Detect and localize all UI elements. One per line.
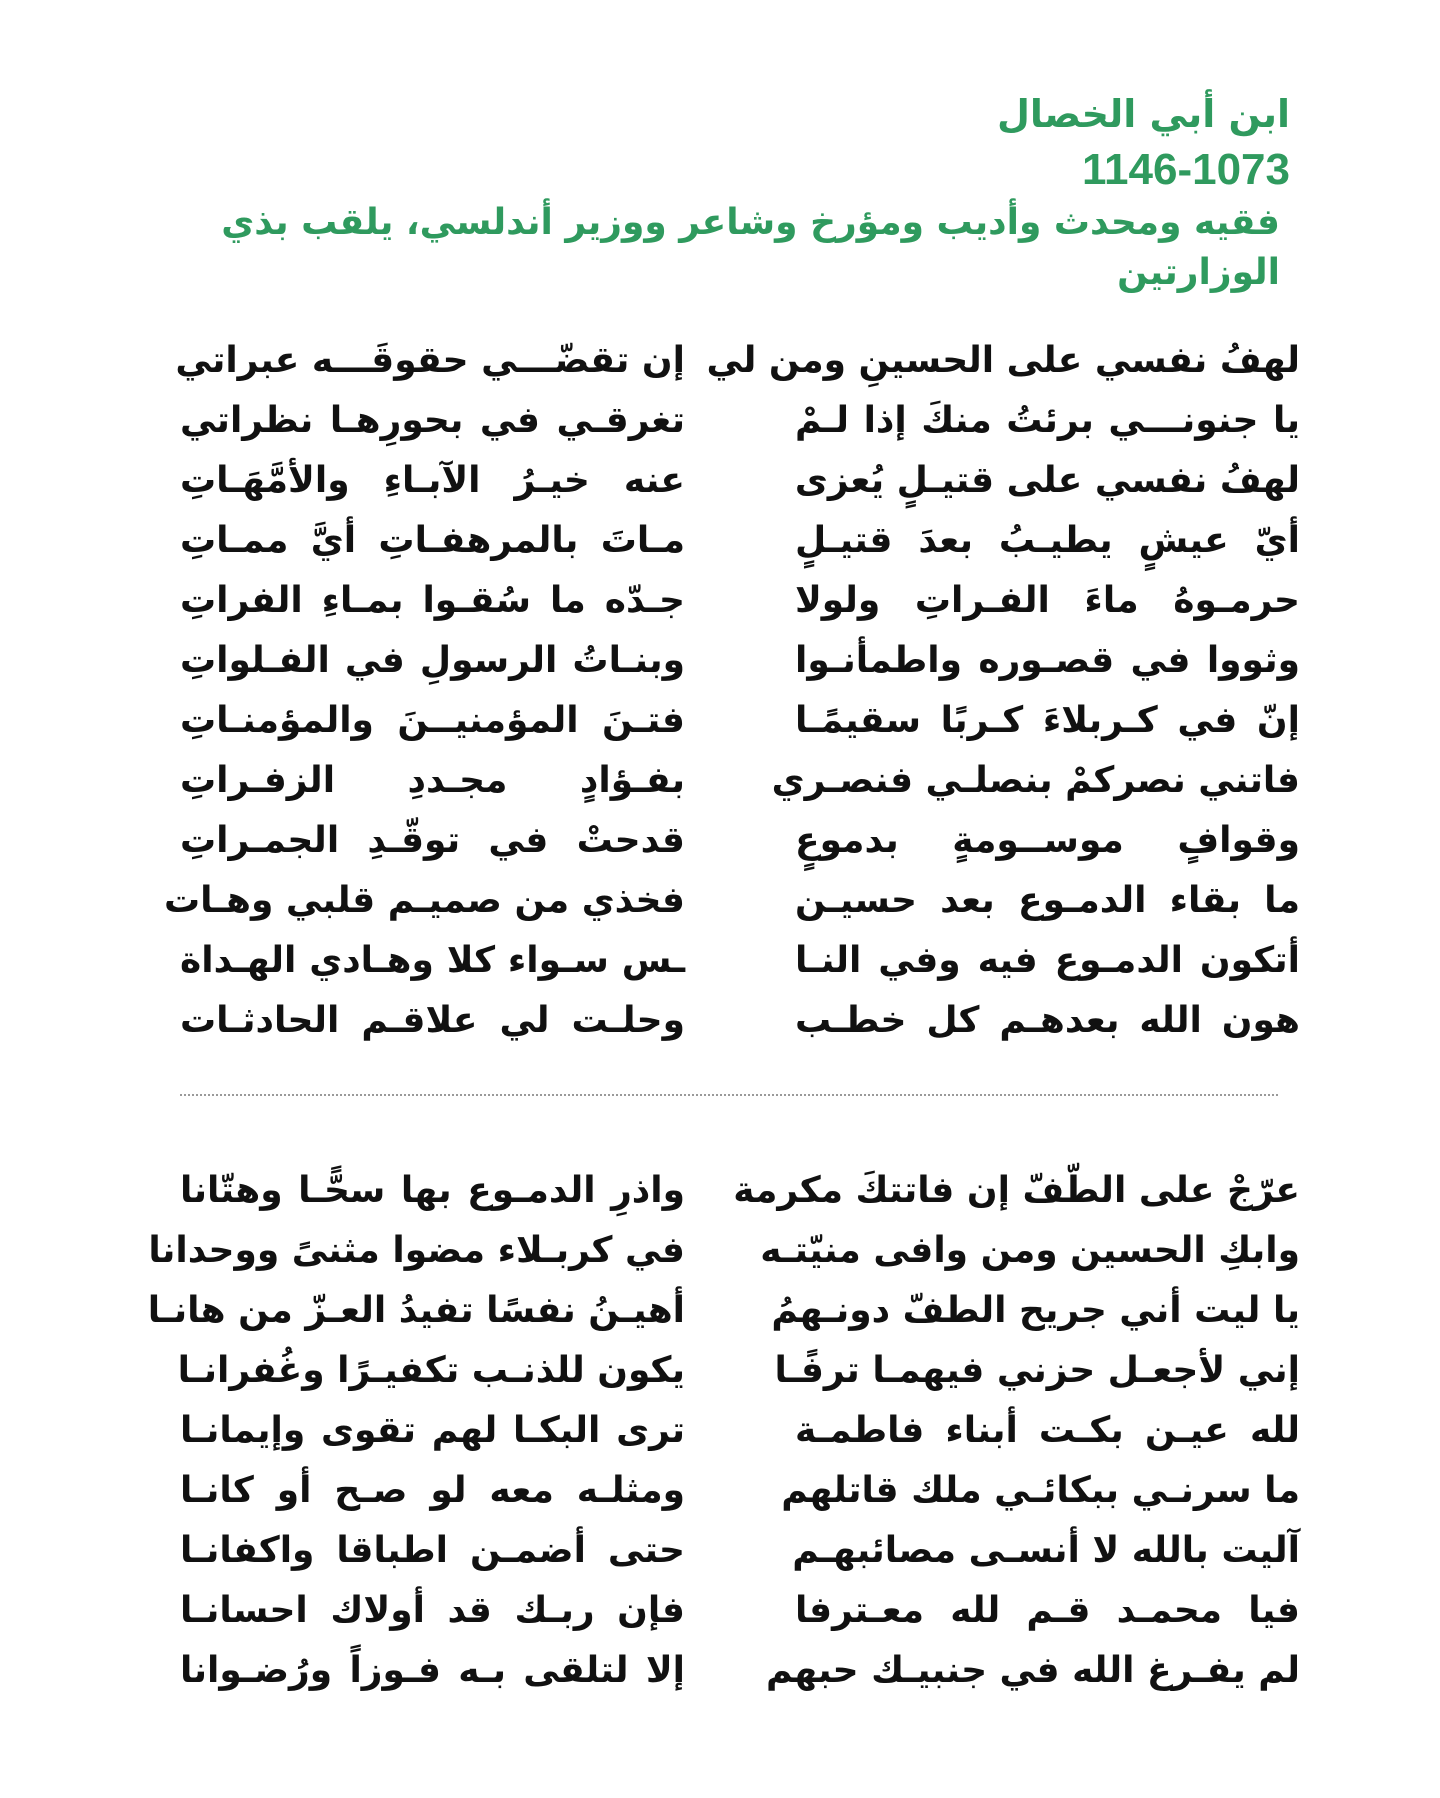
verse-first-hemistich: لهفُ نفسي على قتيـلٍ يُعزى: [794, 459, 1300, 501]
verse-first-hemistich: لهفُ نفسي على الحسينِ ومن لي: [706, 339, 1300, 381]
verse-second-hemistich: إلا لتلقى بـه فـوزاً ورُضـوانا: [180, 1649, 685, 1691]
verse-second-hemistich: قدحتْ في توقّـدِ الجمـراتِ: [180, 819, 685, 861]
verse-first-hemistich: أيّ عيشٍ يطيـبُ بعدَ قتيـلٍ: [795, 519, 1300, 561]
verse-second-hemistich: وحلـت لي علاقـم الحادثـات: [180, 999, 685, 1041]
verse-first-hemistich: إنّ في كـربلاءَ كـربًا سقيمًـا: [795, 699, 1300, 741]
verse-row: [180, 1160, 1300, 1220]
verse-row: [180, 510, 1300, 570]
verse-first-hemistich: يا ليت أني جريح الطفّ دونـهمُ: [771, 1289, 1300, 1331]
verse-first-hemistich: حرمـوهُ ماءَ الفـراتِ ولولا: [795, 579, 1300, 621]
poem-2: [147, 1160, 1300, 1700]
verse-second-hemistich: بفـؤادٍ مجـددِ الزفـراتِ: [180, 759, 685, 801]
verse-row: [180, 810, 1300, 870]
verse-second-hemistich: فخذي من صميـم قلبي وهـات: [164, 879, 685, 921]
verse-first-hemistich: وثووا في قصـوره واطمأنـوا: [795, 639, 1300, 681]
verse-row: [180, 1400, 1300, 1460]
verse-second-hemistich: يكون للذنـب تكفيـرًا وغُفرانـا: [177, 1349, 685, 1391]
verse-first-hemistich: آليت بالله لا أنسـى مصائبهـم: [792, 1529, 1300, 1571]
verse-first-hemistich: عرّجْ على الطّفّ إن فاتتكَ مكرمة: [733, 1169, 1300, 1211]
poet-header: [150, 88, 1290, 298]
verse-second-hemistich: واذرِ الدمـوع بها سحًّـا وهتّانا: [180, 1169, 685, 1211]
verse-second-hemistich: تغرقـي في بحورِهـا نظراتي: [180, 399, 685, 441]
poet-dates: 1146-1073: [1082, 145, 1290, 194]
verse-row: [147, 1280, 1300, 1340]
verse-row: [180, 1580, 1300, 1640]
verse-row: [180, 750, 1300, 810]
poet-name: ابن أبي الخصال: [996, 92, 1290, 136]
verse-first-hemistich: فاتني نصركمْ بنصلـي فنصـري: [771, 759, 1300, 801]
verse-row: [180, 1640, 1300, 1700]
verse-first-hemistich: لم يفـرغ الله في جنبيـك حبهم: [765, 1649, 1300, 1691]
verse-second-hemistich: إن تقضّـــي حقوقَـــه عبراتي: [175, 339, 685, 381]
verse-second-hemistich: مـاتَ بالمرهفـاتِ أيَّ ممـاتِ: [180, 519, 685, 561]
verse-row: [180, 570, 1300, 630]
verse-second-hemistich: وبنـاتُ الرسولِ في الفـلواتِ: [180, 639, 685, 681]
verse-second-hemistich: في كربـلاء مضوا مثنىً ووحدانا: [148, 1229, 685, 1271]
verse-first-hemistich: وابكِ الحسين ومن وافى منيّتـه: [760, 1229, 1300, 1271]
verse-first-hemistich: هون الله بعدهـم كل خطـب: [795, 999, 1300, 1041]
verse-row: [180, 630, 1300, 690]
verse-row: [148, 1220, 1300, 1280]
verse-row: [180, 390, 1300, 450]
verse-second-hemistich: حتى أضمـن اطباقا واكفانـا: [180, 1529, 685, 1571]
verse-row: [164, 870, 1300, 930]
verse-row: [177, 1340, 1300, 1400]
verse-first-hemistich: لله عيـن بكـت أبناء فاطمـة: [795, 1409, 1300, 1451]
verse-row: [180, 930, 1300, 990]
verse-row: [180, 450, 1300, 510]
verse-row: [180, 1460, 1300, 1520]
verse-second-hemistich: أهيـنُ نفسًا تفيدُ العـزّ من هانـا: [147, 1289, 685, 1331]
verse-second-hemistich: جـدّه ما سُقـوا بمـاءِ الفراتِ: [180, 579, 685, 621]
verse-row: [175, 330, 1300, 390]
verse-first-hemistich: ما بقاء الدمـوع بعد حسيـن: [795, 879, 1300, 921]
verse-first-hemistich: وقوافٍ موســومةٍ بدموعٍ: [795, 819, 1300, 861]
verse-row: [180, 690, 1300, 750]
verse-first-hemistich: ما سرنـي ببكائـي ملك قاتلهم: [781, 1469, 1300, 1511]
verse-row: [180, 1520, 1300, 1580]
verse-second-hemistich: ترى البكـا لهم تقوى وإيمانـا: [180, 1409, 685, 1451]
verse-second-hemistich: فإن ربـك قد أولاك احسانـا: [180, 1589, 685, 1631]
section-divider: [180, 1094, 1278, 1096]
verse-second-hemistich: ـس سـواء كلا وهـادي الهـداة: [180, 939, 685, 981]
verse-row: [180, 990, 1300, 1050]
verse-second-hemistich: عنه خيـرُ الآبـاءِ والأمَّهَـاتِ: [180, 459, 685, 501]
verse-second-hemistich: ومثلـه معه لو صـح أو كانـا: [180, 1469, 685, 1511]
verse-first-hemistich: إني لأجعـل حزني فيهمـا ترفًـا: [774, 1349, 1300, 1391]
verse-first-hemistich: فيا محمـد قـم لله معـترفا: [795, 1589, 1300, 1631]
verse-first-hemistich: أتكون الدمـوع فيه وفي النـا: [795, 939, 1300, 981]
verse-first-hemistich: يا جنونـــي برئتُ منكَ إذا لـمْ: [795, 399, 1300, 441]
poem-1: [164, 330, 1300, 1050]
verse-second-hemistich: فتـنَ المؤمنيــنَ والمؤمنـاتِ: [180, 699, 685, 741]
poet-bio: فقيه ومحدث وأديب ومؤرخ وشاعر ووزير أندلسي، يلقب بذي الوزارتين: [221, 202, 1280, 293]
